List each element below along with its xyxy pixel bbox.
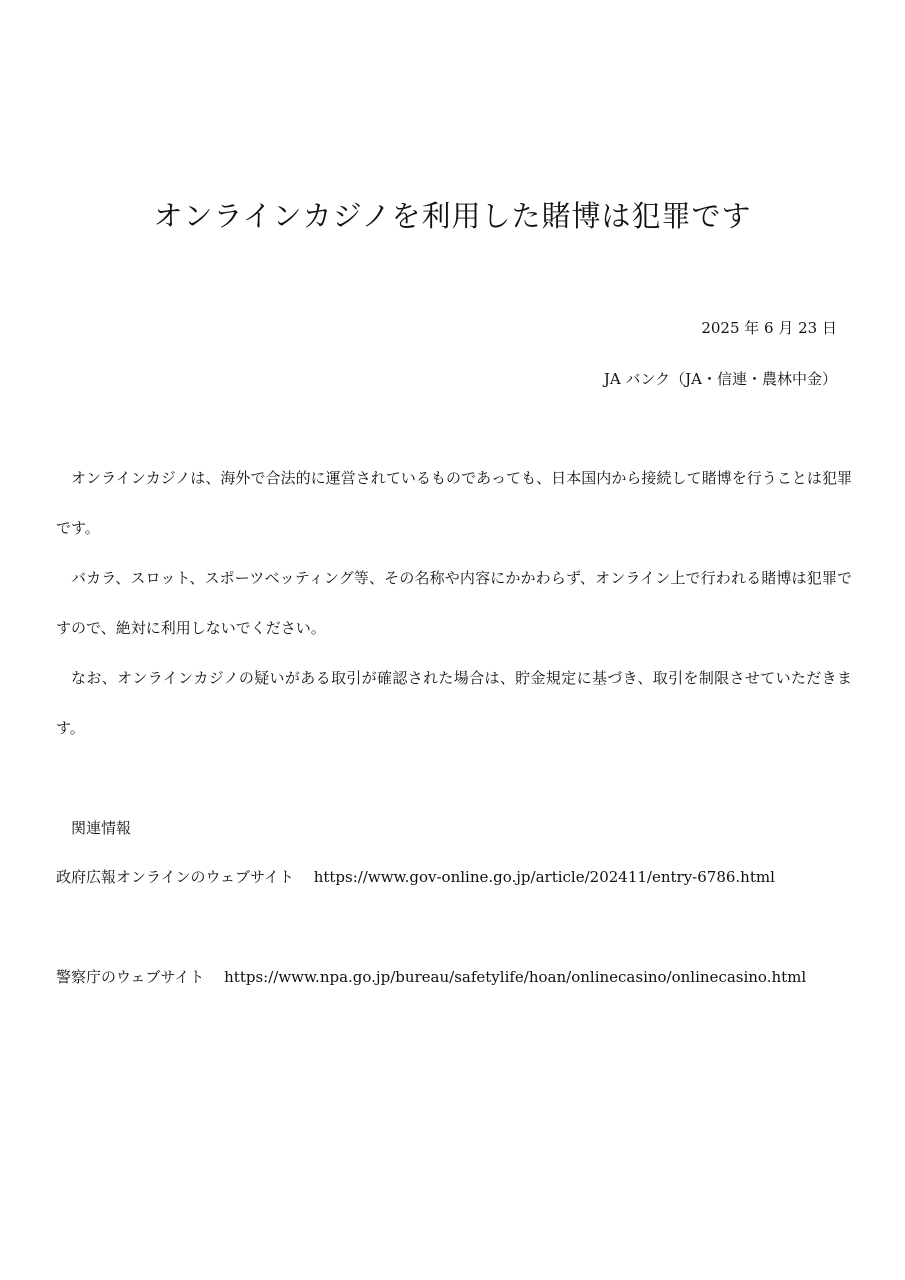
issuer-name: JA バンク（JA・信連・農林中金）: [603, 370, 837, 388]
related-link-label: 政府広報オンラインのウェブサイト: [56, 868, 294, 886]
body-paragraph-3: なお、オンラインカジノの疑いがある取引が確認された場合は、貯金規定に基づき、取引を制限させていただきます。: [56, 669, 852, 737]
body-paragraph-2: バカラ、スロット、スポーツベッティング等、その名称や内容にかかわらず、オンライン上で行われる賭博は犯罪ですので、絶対に利用しないでください。: [56, 569, 852, 637]
related-link-label: 警察庁のウェブサイト: [56, 968, 205, 986]
related-info-heading: 関連情報: [71, 819, 132, 837]
related-link-row-gov-online: [56, 867, 775, 887]
publication-date: 2025 年 6 月 23 日: [701, 319, 837, 337]
related-link-row-npa: [56, 967, 806, 987]
page-title: オンラインカジノを利用した賭博は犯罪です: [153, 199, 752, 233]
gov-online-url-link[interactable]: https://www.gov-online.go.jp/article/202411/entry-6786.html: [313, 868, 775, 886]
npa-url-link[interactable]: https://www.npa.go.jp/bureau/safetylife/hoan/onlinecasino/onlinecasino.html: [224, 968, 807, 986]
body-paragraph-1: オンラインカジノは、海外で合法的に運営されているものであっても、日本国内から接続して賭博を行うことは犯罪です。: [56, 469, 852, 537]
